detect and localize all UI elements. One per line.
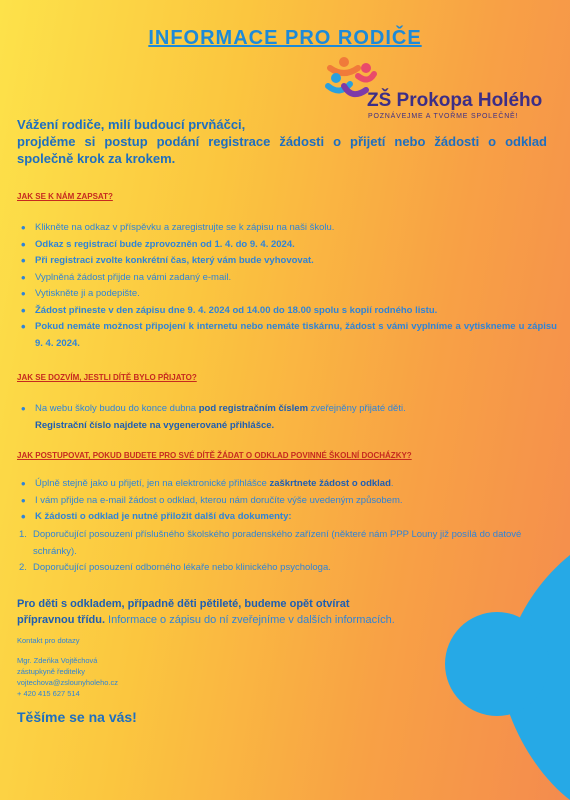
list-item: • K žádosti o odklad je nutné přiložit další dva dokumenty:: [17, 509, 557, 526]
contact-heading: Kontakt pro dotazy: [17, 636, 80, 645]
intro-greeting: Vážení rodiče, milí budoucí prvňáčci,: [17, 117, 246, 132]
preparatory-class-text: [17, 596, 447, 628]
intro-line-2: projděme si postup podání registrace žádosti o přijetí nebo žádosti o odklad: [17, 134, 547, 149]
admission-text-c: zveřejněny přijaté děti.: [308, 403, 406, 414]
contact-email[interactable]: vojtechova@zslounyholeho.cz: [17, 678, 119, 687]
deferral-text-bold: zaškrtnete žádost o odklad: [269, 478, 391, 489]
list-item: • Vytiskněte ji a podepište.: [17, 286, 557, 303]
contact-role: zástupkyně ředitelky: [17, 667, 85, 676]
admission-text-bold: pod registračním číslem: [198, 403, 309, 414]
admission-text-a: Na webu školy budou do konce dubna: [35, 403, 199, 414]
section-heading-registration: JAK SE K NÁM ZAPSAT?: [17, 192, 113, 201]
list-item: [17, 401, 557, 434]
intro-text: [17, 116, 547, 167]
admission-info-list: [17, 401, 557, 434]
deferral-text-a: Úplně stejně jako u přijetí, jen na elektronické přihlášce: [35, 478, 270, 489]
logo-name: ZŠ Prokopa Holého: [367, 90, 543, 111]
document-item: [17, 560, 537, 577]
deferral-text-c: .: [390, 478, 394, 489]
list-item: • Odkaz s registrací bude zprovozněn od 1. 4. do 9. 4. 2024.: [17, 237, 557, 254]
list-item: • Vyplněná žádost přijde na vámi zadaný e-mail.: [17, 270, 557, 287]
admission-text-d: Registrační číslo najdete na vygenerované přihlášce.: [35, 419, 275, 431]
document-text: Doporučující posouzení odborného lékaře nebo klinického psychologa.: [33, 562, 331, 573]
prep-normal: Informace o zápisu do ní zveřejníme v dalších informacích.: [105, 614, 395, 626]
section-heading-admission: JAK SE DOZVÍM, JESTLI DÍTĚ BYLO PŘIJATO?: [17, 373, 197, 382]
registration-steps-list: [17, 220, 557, 352]
list-item: [17, 476, 557, 493]
decorative-circle: [445, 612, 549, 716]
document-text: Doporučující posouzení příslušného školského poradenského zařízení (některé nám PPP Louny již posílá do datové schránky).: [33, 529, 522, 557]
document-number: 2.: [19, 562, 27, 573]
required-documents-list: [17, 527, 537, 577]
document-number: 1.: [19, 529, 27, 540]
document-item: [17, 527, 537, 560]
closing-text: Těšíme se na vás!: [17, 709, 137, 725]
section-heading-deferral: JAK POSTUPOVAT, POKUD BUDETE PRO SVÉ DÍTĚ ŽÁDAT O ODKLAD POVINNÉ ŠKOLNÍ DOCHÁZKY?: [17, 451, 412, 460]
contact-name: Mgr. Zdeňka Vojtěchová: [17, 656, 98, 665]
deferral-steps-list: [17, 476, 557, 526]
prep-bold-2: přípravnou třídu.: [17, 614, 105, 626]
list-item: • Žádost přineste v den zápisu dne 9. 4. 2024 od 14.00 do 18.00 spolu s kopií rodného listu.: [17, 303, 557, 320]
intro-line-3: společně krok za krokem.: [17, 151, 176, 166]
list-item: • Pokud nemáte možnost připojení k internetu nebo nemáte tiskárnu, žádost s vámi vyplníme a vytiskneme u zápisu 9. 4. 2024.: [17, 319, 557, 352]
page-title: INFORMACE PRO RODIČE: [148, 27, 422, 49]
logo-tagline: POZNÁVEJME A TVOŘME SPOLEČNĚ!: [368, 113, 519, 120]
prep-bold-1: Pro děti s odkladem, případně děti pětileté, budeme opět otvírat: [17, 598, 350, 610]
list-item: • Klikněte na odkaz v příspěvku a zaregistrujte se k zápisu na naši školu.: [17, 220, 557, 237]
contact-phone: + 420 415 627 514: [17, 689, 80, 698]
list-item: • Při registraci zvolte konkrétní čas, který vám bude vyhovovat.: [17, 253, 557, 270]
list-item: • I vám přijde na e-mail žádost o odklad, kterou nám doručíte výše uvedeným způsobem.: [17, 493, 557, 510]
